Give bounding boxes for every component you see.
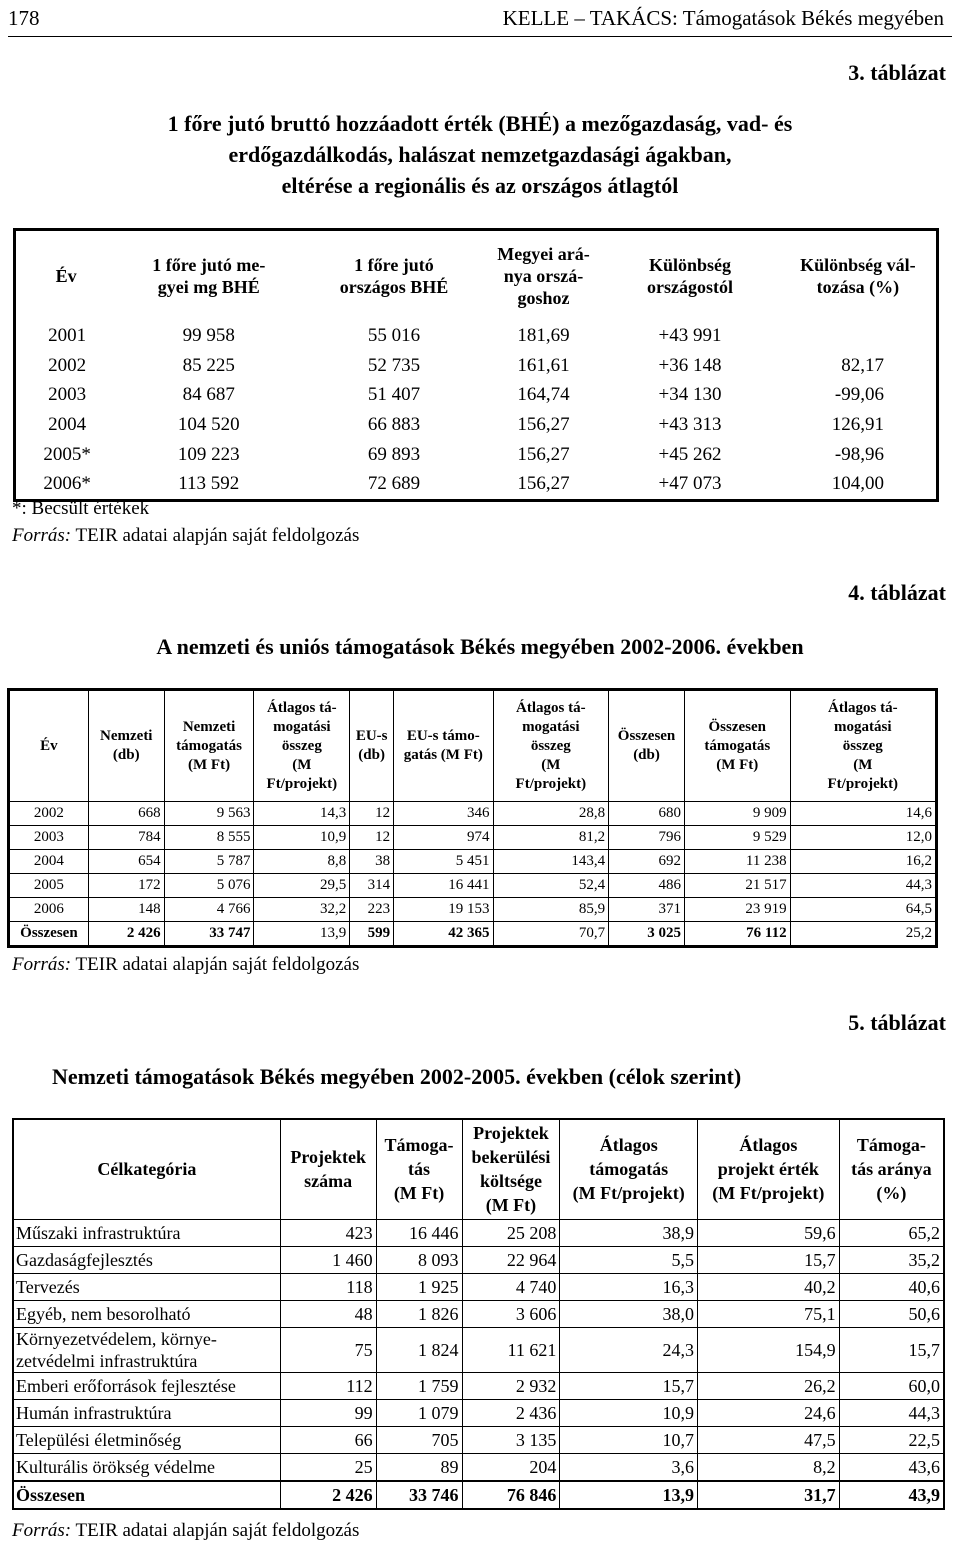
table5-cell: 22,5: [839, 1426, 944, 1453]
table4-cell: 8,8: [254, 850, 350, 874]
table5-cell: 1 460: [280, 1246, 376, 1273]
table5-cell: 3,6: [560, 1453, 698, 1481]
table5-cell: 1 826: [376, 1300, 462, 1327]
table5-cell: 50,6: [839, 1300, 944, 1327]
table4-cell: 654: [88, 850, 164, 874]
table3-cell: +43 991: [658, 325, 722, 347]
table3-cell: 55 016: [367, 325, 421, 347]
table3-header-cell: 1 főre jutó me- gyei mg BHÉ: [152, 255, 266, 298]
table4-header-cell: EU-s támo- gatás (M Ft): [394, 690, 493, 802]
table5-cell: 59,6: [698, 1219, 840, 1246]
table3-title: 1 főre jutó bruttó hozzáadott érték (BHÉ) a mezőgazdaság, vad- és erdőgazdálkodás, halászat nemzetgazdasági ágakban, eltérése a regionális és az országos átlagtól: [167, 111, 793, 198]
table4-header-cell: Átlagos tá- mogatási összeg (M Ft/projekt): [790, 690, 936, 802]
table5-header-cell: Projektek száma: [280, 1119, 376, 1219]
table5-header-cell: Célkategória: [97, 1159, 197, 1180]
table4-cell: 314: [350, 874, 394, 898]
table4-cell: 10,9: [254, 826, 350, 850]
table3-row: [15, 351, 938, 381]
table4-header-cell: Összesen (db): [609, 690, 685, 802]
table5-total-cell: 31,7: [698, 1481, 840, 1509]
table5-cell: Egyéb, nem besorolható: [13, 1300, 280, 1327]
table4-row: [9, 898, 937, 922]
table4-row: [9, 874, 937, 898]
table4-row: [9, 802, 937, 826]
table3-cell: 99 958: [182, 325, 235, 347]
table5-cell: Települési életminőség: [13, 1426, 280, 1453]
table3-header-cell: Különbség vál- tozása (%): [800, 255, 916, 298]
table5-header-cell: Átlagos projekt érték (M Ft/projekt): [698, 1119, 840, 1219]
table4-cell: 796: [609, 826, 685, 850]
table3-cell: 2002: [48, 354, 87, 376]
table5-row: [13, 1219, 944, 1246]
table4-cell: 64,5: [790, 898, 936, 922]
table3-cell: 66 883: [367, 414, 421, 436]
table3-cell: 104 520: [177, 414, 240, 436]
table4-header-cell: Nemzeti támogatás (M Ft): [164, 690, 254, 802]
table5-cell: 25 208: [462, 1219, 560, 1246]
table5-cell: 1 079: [376, 1399, 462, 1426]
table4-total-cell: 13,9: [254, 922, 350, 947]
table4-cell: 12: [350, 826, 394, 850]
table3-cell: +45 262: [658, 443, 722, 465]
table3-row: [15, 410, 938, 440]
table5-cell: 15,7: [839, 1327, 944, 1372]
table3-cell: 69 893: [367, 443, 421, 465]
table5-row: [13, 1426, 944, 1453]
table5-label: 5. táblázat: [848, 1010, 946, 1035]
table5-header-cell: Támoga- tás aránya (%): [839, 1119, 944, 1219]
table5-header-cell: Átlagos támogatás (M Ft/projekt): [560, 1119, 698, 1219]
table4-cell: 223: [350, 898, 394, 922]
table3-header-cell: Különbség országostól: [647, 255, 734, 298]
table5-cell: Tervezés: [13, 1273, 280, 1300]
table3-cell: 113 592: [178, 473, 240, 495]
table5-cell: Emberi erőforrások fejlesztése: [13, 1372, 280, 1399]
table4-cell: 32,2: [254, 898, 350, 922]
table3-label: 3. táblázat: [848, 60, 946, 85]
table5-cell: 8,2: [698, 1453, 840, 1481]
page-header: [8, 2, 952, 37]
table5-cell: 3 135: [462, 1426, 560, 1453]
table4-total-row: [9, 922, 937, 947]
table3-cell: 2003: [48, 384, 87, 406]
table4-cell: 16,2: [790, 850, 936, 874]
table4-cell: 692: [609, 850, 685, 874]
table3-cell: 51 407: [367, 384, 421, 406]
table3-source: Forrás: TEIR adatai alapján saját feldolgozás: [12, 525, 360, 546]
table3-cell: +47 073: [658, 473, 722, 495]
table4-cell: 4 766: [164, 898, 254, 922]
table3-cell: 2006*: [43, 473, 91, 495]
table4-cell: 19 153: [394, 898, 493, 922]
table4-total-cell: 3 025: [609, 922, 685, 947]
table4-cell: 5 451: [394, 850, 493, 874]
table5-cell: 24,6: [698, 1399, 840, 1426]
table4-total-cell: Összesen: [9, 922, 89, 947]
table3-cell: [780, 322, 938, 352]
table5-cell: Környezetvédelem, környe- zetvédelmi infrastruktúra: [13, 1327, 280, 1372]
table4-cell: 12,0: [790, 826, 936, 850]
table5-cell: 26,2: [698, 1372, 840, 1399]
table5-cell: 89: [376, 1453, 462, 1481]
table3-row: [15, 469, 938, 500]
table4-cell: 21 517: [684, 874, 790, 898]
table3-cell: 156,27: [517, 414, 570, 436]
table3-row: [15, 440, 938, 470]
table5-cell: 1 824: [376, 1327, 462, 1372]
table4-total-cell: 76 112: [684, 922, 790, 947]
table5-row: [13, 1273, 944, 1300]
table5-cell: 16,3: [560, 1273, 698, 1300]
table3-cell: 72 689: [367, 473, 421, 495]
table4-cell: 143,4: [493, 850, 609, 874]
table3-cell: 164,74: [517, 384, 570, 406]
table5-cell: 4 740: [462, 1273, 560, 1300]
table4-cell: 8 555: [164, 826, 254, 850]
table4-cell: 14,3: [254, 802, 350, 826]
table4-cell: 974: [394, 826, 493, 850]
table3-header-cell: 1 főre jutó országos BHÉ: [339, 255, 449, 298]
table3-cell: 82,17: [841, 354, 884, 376]
table4-cell: 2006: [9, 898, 89, 922]
table5-cell: 47,5: [698, 1426, 840, 1453]
table5-cell: 8 093: [376, 1246, 462, 1273]
table3-header-cell: Év: [55, 266, 77, 287]
table5-cell: 99: [280, 1399, 376, 1426]
table5-source: Forrás: TEIR adatai alapján saját feldolgozás: [12, 1520, 360, 1541]
table5-cell: 75,1: [698, 1300, 840, 1327]
table4-total-cell: 25,2: [790, 922, 936, 947]
table5-cell: 35,2: [839, 1246, 944, 1273]
table5-cell: 22 964: [462, 1246, 560, 1273]
table5-cell: 65,2: [839, 1219, 944, 1246]
table5-cell: 15,7: [698, 1246, 840, 1273]
table4-cell: 680: [609, 802, 685, 826]
table4-header-cell: EU-s (db): [350, 690, 394, 802]
table4-cell: 371: [609, 898, 685, 922]
table4-total-cell: 599: [350, 922, 394, 947]
table4-cell: 14,6: [790, 802, 936, 826]
table4-row: [9, 826, 937, 850]
table5-cell: 2 436: [462, 1399, 560, 1426]
table5-cell: Kulturális örökség védelme: [13, 1453, 280, 1481]
table4-cell: 85,9: [493, 898, 609, 922]
table3-cell: +34 130: [658, 384, 722, 406]
table5-cell: 1 759: [376, 1372, 462, 1399]
table4-title: A nemzeti és uniós támogatások Békés megyében 2002-2006. években: [156, 634, 804, 659]
table4-cell: 9 909: [684, 802, 790, 826]
table5-cell: 118: [280, 1273, 376, 1300]
table5-cell: 16 446: [376, 1219, 462, 1246]
table3-cell: 2005*: [43, 443, 91, 465]
table5-cell: 38,0: [560, 1300, 698, 1327]
table4-row: [9, 850, 937, 874]
table3-cell: 104,00: [831, 473, 884, 495]
table4-total-cell: 2 426: [88, 922, 164, 947]
table3-header-cell: Megyei ará- nya orszá- goshoz: [497, 244, 590, 309]
table5-cell: 44,3: [839, 1399, 944, 1426]
table3-cell: 84 687: [182, 384, 235, 406]
table3-cell: 52 735: [367, 354, 421, 376]
table5-cell: 60,0: [839, 1372, 944, 1399]
table3-cell: 85 225: [182, 354, 235, 376]
table5-cell: Műszaki infrastruktúra: [13, 1219, 280, 1246]
table4-total-cell: 42 365: [394, 922, 493, 947]
table4-cell: 486: [609, 874, 685, 898]
table5-cell: 24,3: [560, 1327, 698, 1372]
table3-footnote: *: Becsült értékek: [12, 498, 150, 519]
table4-cell: 12: [350, 802, 394, 826]
table5-total-cell: 43,9: [839, 1481, 944, 1509]
table5-cell: 10,7: [560, 1426, 698, 1453]
table3-cell: +43 313: [658, 414, 722, 436]
table5-cell: 48: [280, 1300, 376, 1327]
table5-cell: 154,9: [698, 1327, 840, 1372]
table4-total-cell: 70,7: [493, 922, 609, 947]
table5-cell: 705: [376, 1426, 462, 1453]
table5-cell: 5,5: [560, 1246, 698, 1273]
table4-cell: 9 529: [684, 826, 790, 850]
table3-cell: 2004: [48, 414, 87, 436]
table4-cell: 668: [88, 802, 164, 826]
table5-row: [13, 1246, 944, 1273]
table5-cell: 2 932: [462, 1372, 560, 1399]
running-title: KELLE – TAKÁCS: Támogatások Békés megyében: [502, 6, 944, 30]
table5-cell: 112: [280, 1372, 376, 1399]
table5-cell: 204: [462, 1453, 560, 1481]
table4-cell: 172: [88, 874, 164, 898]
table3-cell: 181,69: [517, 325, 570, 347]
table5-cell: 10,9: [560, 1399, 698, 1426]
table5-cell: Gazdaságfejlesztés: [13, 1246, 280, 1273]
table5-header-cell: Támoga- tás (M Ft): [376, 1119, 462, 1219]
table4-cell: 5 076: [164, 874, 254, 898]
table5-total-cell: Összesen: [13, 1481, 280, 1509]
table5-cell: 25: [280, 1453, 376, 1481]
table4-cell: 2002: [9, 802, 89, 826]
table4-cell: 29,5: [254, 874, 350, 898]
table4-cell: 2005: [9, 874, 89, 898]
table4-cell: 81,2: [493, 826, 609, 850]
table5-header-cell: Projektek bekerülési költsége (M Ft): [462, 1119, 560, 1219]
table5-total-cell: 2 426: [280, 1481, 376, 1509]
table3-cell: +36 148: [658, 354, 722, 376]
table4-total-cell: 33 747: [164, 922, 254, 947]
table5-total-cell: 13,9: [560, 1481, 698, 1509]
table5-total-cell: 76 846: [462, 1481, 560, 1509]
table4-header-cell: Nemzeti (db): [88, 690, 164, 802]
table5-total-cell: 33 746: [376, 1481, 462, 1509]
table3-cell: 156,27: [517, 443, 570, 465]
table4-source: Forrás: TEIR adatai alapján saját feldolgozás: [12, 954, 360, 975]
table5-cell: 66: [280, 1426, 376, 1453]
table3-cell: 2001: [48, 325, 87, 347]
table5-cell: 423: [280, 1219, 376, 1246]
table3-cell: 109 223: [177, 443, 240, 465]
table4-cell: 2004: [9, 850, 89, 874]
table5-row: [13, 1372, 944, 1399]
table5-total-row: [13, 1481, 944, 1509]
table3-row: [15, 322, 938, 352]
table4-label: 4. táblázat: [848, 580, 946, 605]
table4: [7, 688, 938, 948]
table5-cell: 38,9: [560, 1219, 698, 1246]
table4-header-cell: Év: [40, 737, 58, 754]
table4-header-cell: Összesen támogatás (M Ft): [684, 690, 790, 802]
table4-header-cell: Átlagos tá- mogatási összeg (M Ft/projekt): [493, 690, 609, 802]
page-number: 178: [8, 6, 40, 30]
table4-cell: 5 787: [164, 850, 254, 874]
table4-cell: 23 919: [684, 898, 790, 922]
table4-cell: 38: [350, 850, 394, 874]
table3: [13, 228, 939, 502]
table4-cell: 11 238: [684, 850, 790, 874]
table5-cell: 3 606: [462, 1300, 560, 1327]
table4-header-cell: Átlagos tá- mogatási összeg (M Ft/projekt): [254, 690, 350, 802]
table5: [12, 1118, 945, 1510]
table3-cell: 126,91: [831, 414, 884, 436]
table5-cell: 43,6: [839, 1453, 944, 1481]
table5-cell: 1 925: [376, 1273, 462, 1300]
table3-cell: 161,61: [517, 354, 570, 376]
table3-cell: -98,96: [834, 443, 884, 465]
table4-cell: 9 563: [164, 802, 254, 826]
table3-cell: -99,06: [834, 384, 884, 406]
table5-row: [13, 1327, 944, 1372]
table4-cell: 52,4: [493, 874, 609, 898]
table5-cell: 40,6: [839, 1273, 944, 1300]
table4-cell: 346: [394, 802, 493, 826]
table4-cell: 28,8: [493, 802, 609, 826]
table4-cell: 784: [88, 826, 164, 850]
table3-cell: 156,27: [517, 473, 570, 495]
table5-cell: 11 621: [462, 1327, 560, 1372]
table5-cell: 75: [280, 1327, 376, 1372]
table5-cell: 15,7: [560, 1372, 698, 1399]
table3-row: [15, 381, 938, 411]
table4-cell: 16 441: [394, 874, 493, 898]
table5-cell: Humán infrastruktúra: [13, 1399, 280, 1426]
table4-cell: 44,3: [790, 874, 936, 898]
table4-cell: 2003: [9, 826, 89, 850]
table5-cell: 40,2: [698, 1273, 840, 1300]
table5-row: [13, 1399, 944, 1426]
table5-title: Nemzeti támogatások Békés megyében 2002-2005. években (célok szerint): [52, 1064, 742, 1089]
table5-row: [13, 1300, 944, 1327]
table4-cell: 148: [88, 898, 164, 922]
table5-row: [13, 1453, 944, 1481]
